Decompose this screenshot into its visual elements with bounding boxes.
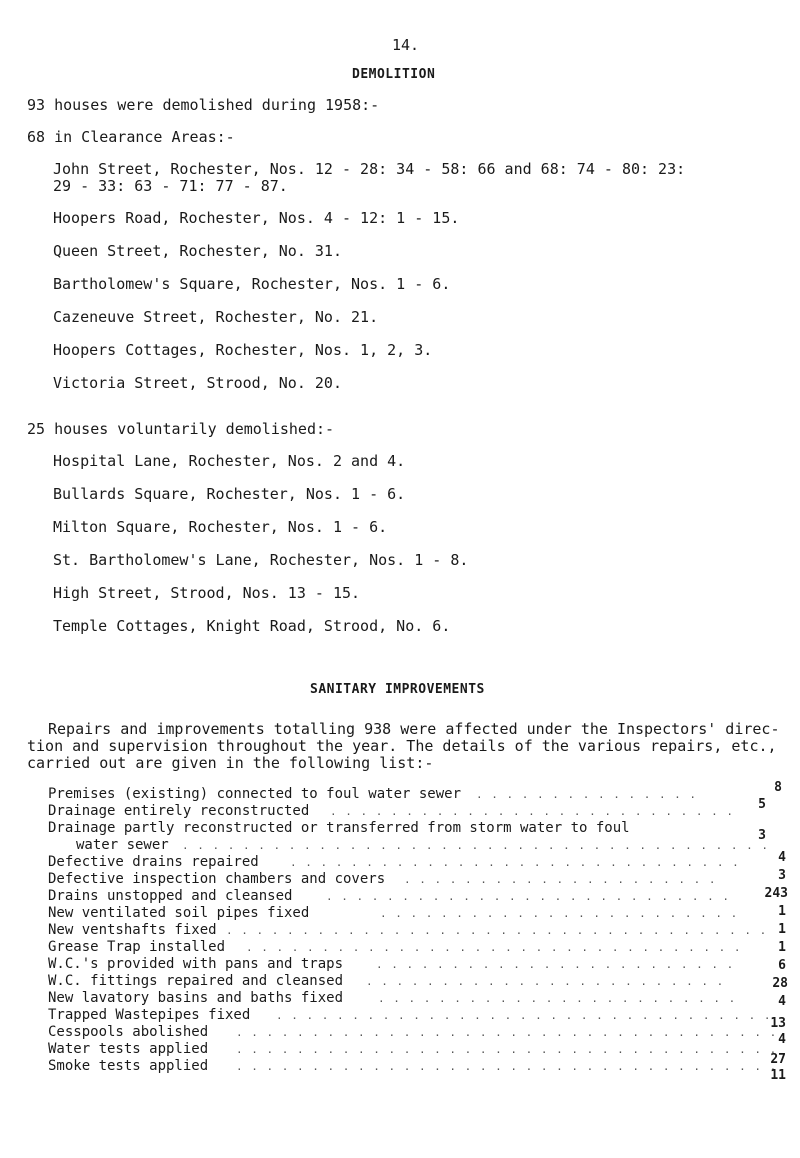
sanitary-intro-line: Repairs and improvements totalling 938 were affected under the Inspectors' direc- — [48, 720, 780, 738]
item-value: 1 — [778, 904, 786, 919]
item-value: 243 — [764, 886, 788, 901]
item-label: Drainage partly reconstructed or transferred from storm water to foul — [48, 820, 630, 836]
dot-leader: . . . . . . . . . . . . . . . . . . . . . . . . . . . . . . . . . — [276, 1009, 772, 1022]
item-value: 3 — [778, 868, 786, 883]
dot-leader: . . . . . . . . . . . . . . . . . . . . . . . . — [366, 975, 725, 988]
item-value: 4 — [778, 850, 786, 865]
item-value: 27 — [770, 1052, 786, 1067]
demolition-heading: DEMOLITION — [352, 67, 436, 82]
item-value: 1 — [778, 940, 786, 955]
clearance-item: Hoopers Cottages, Rochester, Nos. 1, 2, 3. — [53, 341, 433, 359]
dot-leader: . . . . . . . . . . . . . . . . . . . . . . . . — [378, 992, 737, 1005]
voluntary-item: Bullards Square, Rochester, Nos. 1 - 6. — [53, 485, 406, 503]
dot-leader: . . . . . . . . . . . . . . . . . . . . . . . . . . . . . . . . . . . . — [226, 924, 768, 937]
clearance-item: Bartholomew's Square, Rochester, Nos. 1 - 6. — [53, 275, 451, 293]
item-label: Defective inspection chambers and covers — [48, 871, 386, 887]
dot-leader: . . . . . . . . . . . . . . . . . . . . . . . . . . . . . . . . . — [246, 941, 742, 954]
sanitary-heading: SANITARY IMPROVEMENTS — [310, 682, 485, 697]
clearance-item: Victoria Street, Strood, No. 20. — [53, 374, 342, 392]
item-label: New ventshafts fixed — [48, 922, 217, 938]
clearance-item: John Street, Rochester, Nos. 12 - 28: 34 - 58: 66 and 68: 74 - 80: 23: — [53, 160, 686, 178]
clearance-item: 29 - 33: 63 - 71: 77 - 87. — [53, 177, 288, 195]
clearance-label: 68 in Clearance Areas:- — [27, 128, 235, 146]
item-label: Drainage entirely reconstructed — [48, 803, 310, 819]
sanitary-intro-line: tion and supervision throughout the year. The details of the various repairs, etc., — [27, 737, 777, 755]
dot-leader: . . . . . . . . . . . . . . . . . . . . . . . . . . . . . . . . . . . . — [236, 1043, 778, 1056]
dot-leader: . . . . . . . . . . . . . . . . . . . . . . . . . . . . . . . . . . . . — [236, 1060, 778, 1073]
item-value: 1 — [778, 922, 786, 937]
item-value: 3 — [758, 828, 766, 843]
dot-leader: . . . . . . . . . . . . . . . . . . . . . . . . . . . . . . . . . . . . — [236, 1026, 778, 1039]
item-value: 28 — [772, 976, 788, 991]
dot-leader: . . . . . . . . . . . . . . . . . . . . . . . . — [376, 958, 735, 971]
item-value: 5 — [758, 797, 766, 812]
item-label: W.C.'s provided with pans and traps — [48, 956, 344, 972]
voluntary-item: Milton Square, Rochester, Nos. 1 - 6. — [53, 518, 388, 536]
item-label: Defective drains repaired — [48, 854, 259, 870]
item-label: Smoke tests applied — [48, 1058, 209, 1074]
voluntary-item: High Street, Strood, Nos. 13 - 15. — [53, 584, 361, 602]
item-label: Grease Trap installed — [48, 939, 226, 955]
item-value: 4 — [778, 1032, 786, 1047]
item-value: 4 — [778, 994, 786, 1009]
item-label: Drains unstopped and cleansed — [48, 888, 293, 904]
voluntary-item: Temple Cottages, Knight Road, Strood, No. 6. — [53, 617, 451, 635]
dot-leader: . . . . . . . . . . . . . . . . . . . . . . . . — [380, 907, 739, 920]
voluntary-label: 25 houses voluntarily demolished:- — [27, 420, 335, 438]
item-value: 11 — [770, 1068, 786, 1083]
dot-leader: . . . . . . . . . . . . . . . . . . . . . . . . . . . . . . . . . . . . . . . — [182, 839, 769, 852]
item-value: 13 — [770, 1016, 786, 1031]
voluntary-item: Hospital Lane, Rochester, Nos. 2 and 4. — [53, 452, 406, 470]
item-value: 8 — [774, 780, 782, 795]
dot-leader: . . . . . . . . . . . . . . . — [476, 788, 698, 801]
clearance-item: Cazeneuve Street, Rochester, No. 21. — [53, 308, 379, 326]
item-label: New ventilated soil pipes fixed — [48, 905, 310, 921]
item-label: water sewer — [76, 837, 169, 853]
voluntary-item: St. Bartholomew's Lane, Rochester, Nos. 1 - 8. — [53, 551, 469, 569]
dot-leader: . . . . . . . . . . . . . . . . . . . . . . . . . . . — [330, 805, 734, 818]
page-number: 14. — [392, 36, 420, 54]
item-label: Water tests applied — [48, 1041, 209, 1057]
item-label: Premises (existing) connected to foul water sewer — [48, 786, 462, 802]
dot-leader: . . . . . . . . . . . . . . . . . . . . . . . . . . . — [326, 890, 730, 903]
item-value: 6 — [778, 958, 786, 973]
sanitary-intro-line: carried out are given in the following list:- — [27, 754, 434, 772]
dot-leader: . . . . . . . . . . . . . . . . . . . . . . . . . . . . . . — [290, 856, 740, 869]
item-label: W.C. fittings repaired and cleansed — [48, 973, 344, 989]
clearance-item: Queen Street, Rochester, No. 31. — [53, 242, 342, 260]
dot-leader: . . . . . . . . . . . . . . . . . . . . . — [404, 873, 717, 886]
demolition-intro: 93 houses were demolished during 1958:- — [27, 96, 380, 114]
item-label: Cesspools abolished — [48, 1024, 209, 1040]
item-label: New lavatory basins and baths fixed — [48, 990, 344, 1006]
item-label: Trapped Wastepipes fixed — [48, 1007, 251, 1023]
clearance-item: Hoopers Road, Rochester, Nos. 4 - 12: 1 - 15. — [53, 209, 460, 227]
